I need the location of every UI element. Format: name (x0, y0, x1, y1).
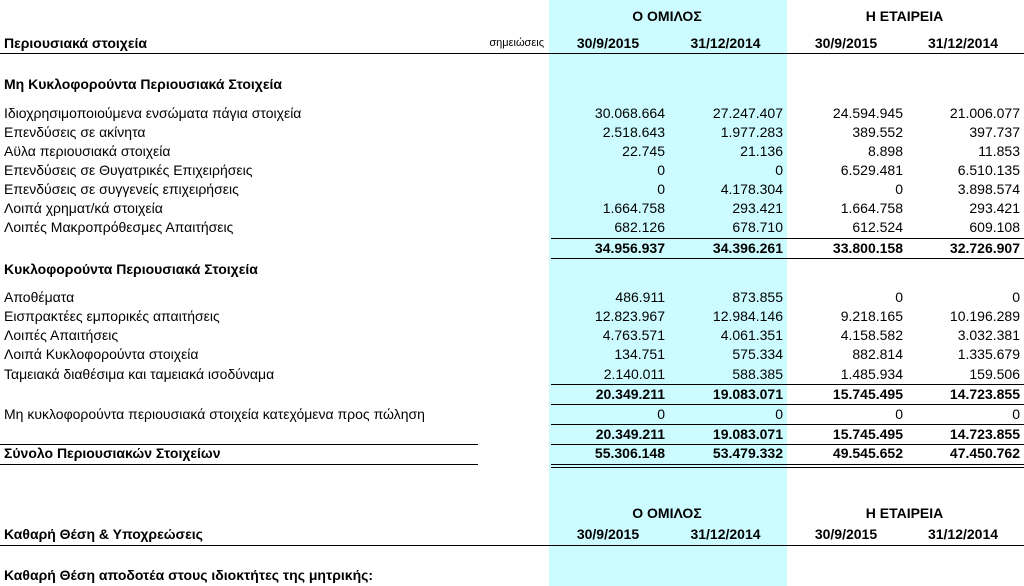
value-cell: 33.800.158 (832, 240, 903, 256)
row-label: Εισπρακτέες εμπορικές απαιτήσεις (4, 308, 220, 324)
table-row (0, 345, 1024, 364)
value-cell: 34.396.261 (712, 240, 783, 256)
row-label: Ιδιοχρησιμοποιούμενα ενσώματα πάγια στοιχεία (4, 105, 302, 121)
value-cell: 159.506 (969, 366, 1020, 382)
value-cell: 575.334 (732, 346, 783, 362)
value-cell: 21.006.077 (949, 105, 1020, 121)
subtotal-row (0, 239, 1024, 258)
value-cell: 1.977.283 (720, 124, 783, 140)
value-cell: 19.083.071 (712, 426, 783, 442)
row-label: Λοιπές Απαιτήσεις (4, 327, 119, 343)
value-cell: 15.745.495 (832, 426, 903, 442)
value-cell: 612.524 (852, 219, 903, 235)
period-header: 31/12/2014 (927, 526, 999, 542)
row-label: Ταμειακά διαθέσιμα και ταμειακά ισοδύναμα (4, 366, 275, 382)
table-row (0, 142, 1024, 161)
period-header: 31/12/2014 (690, 35, 761, 51)
value-cell: 30.068.664 (594, 105, 665, 121)
grand-total-label: Σύνολο Περιουσιακών Στοιχείων (4, 445, 221, 461)
table-row (0, 307, 1024, 326)
value-cell: 678.710 (732, 219, 783, 235)
value-cell: 0 (1012, 289, 1020, 305)
value-cell: 15.745.495 (832, 386, 903, 402)
value-cell: 2.518.643 (602, 124, 665, 140)
row-label: Λοιπά χρηματ/κά στοιχεία (4, 200, 163, 216)
table-row (0, 288, 1024, 307)
value-cell: 9.218.165 (840, 308, 903, 324)
value-cell: 19.083.071 (712, 386, 783, 402)
value-cell: 12.984.146 (712, 308, 783, 324)
group-header: Ο ΟΜΙΛΟΣ (632, 505, 702, 521)
value-cell: 0 (657, 406, 665, 422)
section-heading: Κυκλοφορούντα Περιουσιακά Στοιχεία (4, 261, 258, 277)
value-cell: 27.247.407 (712, 105, 783, 121)
value-cell: 1.664.758 (840, 200, 903, 216)
value-cell: 588.385 (732, 366, 783, 382)
value-cell: 34.956.937 (594, 240, 665, 256)
group-header: Ο ΟΜΙΛΟΣ (632, 8, 702, 24)
subtotal-rule (551, 258, 1024, 259)
row-label: Λοιπές Μακροπρόθεσμες Απαιτήσεις (4, 219, 234, 235)
value-cell: 3.032.381 (957, 327, 1020, 343)
value-cell: 0 (895, 181, 903, 197)
period-header: 30/9/2015 (814, 526, 878, 542)
period-header: 30/9/2015 (576, 526, 640, 542)
value-cell: 12.823.967 (594, 308, 665, 324)
assets-title: Περιουσιακά στοιχεία (4, 35, 147, 51)
held-for-sale-row (0, 405, 1024, 424)
row-label: Επενδύσεις σε συγγενείς επιχειρήσεις (4, 181, 239, 197)
header-divider (0, 545, 1024, 546)
table-row (0, 180, 1024, 199)
value-cell: 0 (895, 289, 903, 305)
value-cell: 397.737 (969, 124, 1020, 140)
section-heading-row (0, 75, 1024, 94)
value-cell: 14.723.855 (949, 426, 1020, 442)
value-cell: 8.898 (867, 143, 903, 159)
value-cell: 55.306.148 (594, 445, 665, 461)
company-header: Η ΕΤΑΙΡΕΙΑ (865, 505, 944, 521)
table-row (0, 199, 1024, 218)
total-rule (551, 464, 1024, 465)
row-label: Αϋλα περιουσιακά στοιχεία (4, 143, 171, 159)
company-header: Η ΕΤΑΙΡΕΙΑ (865, 8, 944, 24)
value-cell: 20.349.211 (595, 426, 665, 442)
value-cell: 10.196.289 (949, 308, 1020, 324)
value-cell: 4.061.351 (720, 327, 783, 343)
grand-total-row (0, 444, 1024, 463)
row-label: Επενδύσεις σε ακίνητα (4, 124, 146, 140)
value-cell: 0 (657, 181, 665, 197)
equity-entity-header-row (0, 504, 1024, 523)
notes-label: σημειώσεις (489, 37, 544, 49)
value-cell: 682.126 (614, 219, 665, 235)
equity-subheading-row (0, 566, 1024, 585)
value-cell: 0 (775, 162, 783, 178)
equity-subheading: Καθαρή Θέση αποδοτέα στους ιδιοκτήτες της μητρικής: (4, 567, 374, 583)
value-cell: 882.814 (852, 346, 903, 362)
value-cell: 11.853 (978, 143, 1020, 159)
table-row (0, 123, 1024, 142)
value-cell: 1.664.758 (602, 200, 665, 216)
value-cell: 20.349.211 (595, 386, 665, 402)
table-row (0, 365, 1024, 384)
value-cell: 1.335.679 (957, 346, 1020, 362)
value-cell: 3.898.574 (957, 181, 1020, 197)
equity-title: Καθαρή Θέση & Υποχρεώσεις (4, 526, 203, 542)
equity-period-header-row (0, 525, 1024, 544)
value-cell: 0 (657, 162, 665, 178)
value-cell: 389.552 (852, 124, 903, 140)
table-row (0, 218, 1024, 237)
value-cell: 873.855 (732, 289, 783, 305)
assets-period-header-row (0, 34, 1024, 53)
period-header: 30/9/2015 (814, 35, 878, 51)
value-cell: 0 (895, 406, 903, 422)
current-total-row (0, 425, 1024, 444)
row-label: Επενδύσεις σε Θυγατρικές Επιχειρήσεις (4, 162, 253, 178)
value-cell: 4.763.571 (602, 327, 665, 343)
value-cell: 1.485.934 (840, 366, 903, 382)
value-cell: 0 (1012, 406, 1020, 422)
value-cell: 4.158.582 (840, 327, 903, 343)
period-header: 31/12/2014 (927, 35, 999, 51)
section-heading-row (0, 260, 1024, 279)
value-cell: 14.723.855 (949, 386, 1020, 402)
value-cell: 32.726.907 (949, 240, 1020, 256)
table-row (0, 104, 1024, 123)
value-cell: 2.140.011 (603, 366, 665, 382)
period-header: 30/9/2015 (576, 35, 640, 51)
table-row (0, 326, 1024, 345)
row-label: Λοιπά Κυκλοφορούντα στοιχεία (4, 346, 199, 362)
total-rule (0, 464, 478, 465)
total-double-rule (551, 467, 1024, 468)
value-cell: 6.510.135 (957, 162, 1020, 178)
header-divider (0, 53, 1024, 54)
row-label: Μη κυκλοφορούντα περιουσιακά στοιχεία κατεχόμενα προς πώληση (4, 406, 425, 422)
value-cell: 6.529.481 (840, 162, 903, 178)
row-label: Αποθέματα (4, 289, 75, 305)
value-cell: 49.545.652 (832, 445, 903, 461)
value-cell: 609.108 (969, 219, 1020, 235)
value-cell: 24.594.945 (832, 105, 903, 121)
value-cell: 53.479.332 (712, 445, 783, 461)
value-cell: 134.751 (614, 346, 665, 362)
value-cell: 486.911 (615, 289, 665, 305)
value-cell: 0 (775, 406, 783, 422)
value-cell: 293.421 (969, 200, 1020, 216)
table-row (0, 161, 1024, 180)
assets-entity-header-row (0, 7, 1024, 26)
value-cell: 21.136 (740, 143, 783, 159)
value-cell: 4.178.304 (720, 181, 783, 197)
section-heading: Μη Κυκλοφορούντα Περιουσιακά Στοιχεία (4, 76, 282, 92)
period-header: 31/12/2014 (690, 526, 761, 542)
value-cell: 22.745 (622, 143, 665, 159)
subtotal-row (0, 385, 1024, 404)
value-cell: 293.421 (732, 200, 783, 216)
value-cell: 47.450.762 (949, 445, 1020, 461)
